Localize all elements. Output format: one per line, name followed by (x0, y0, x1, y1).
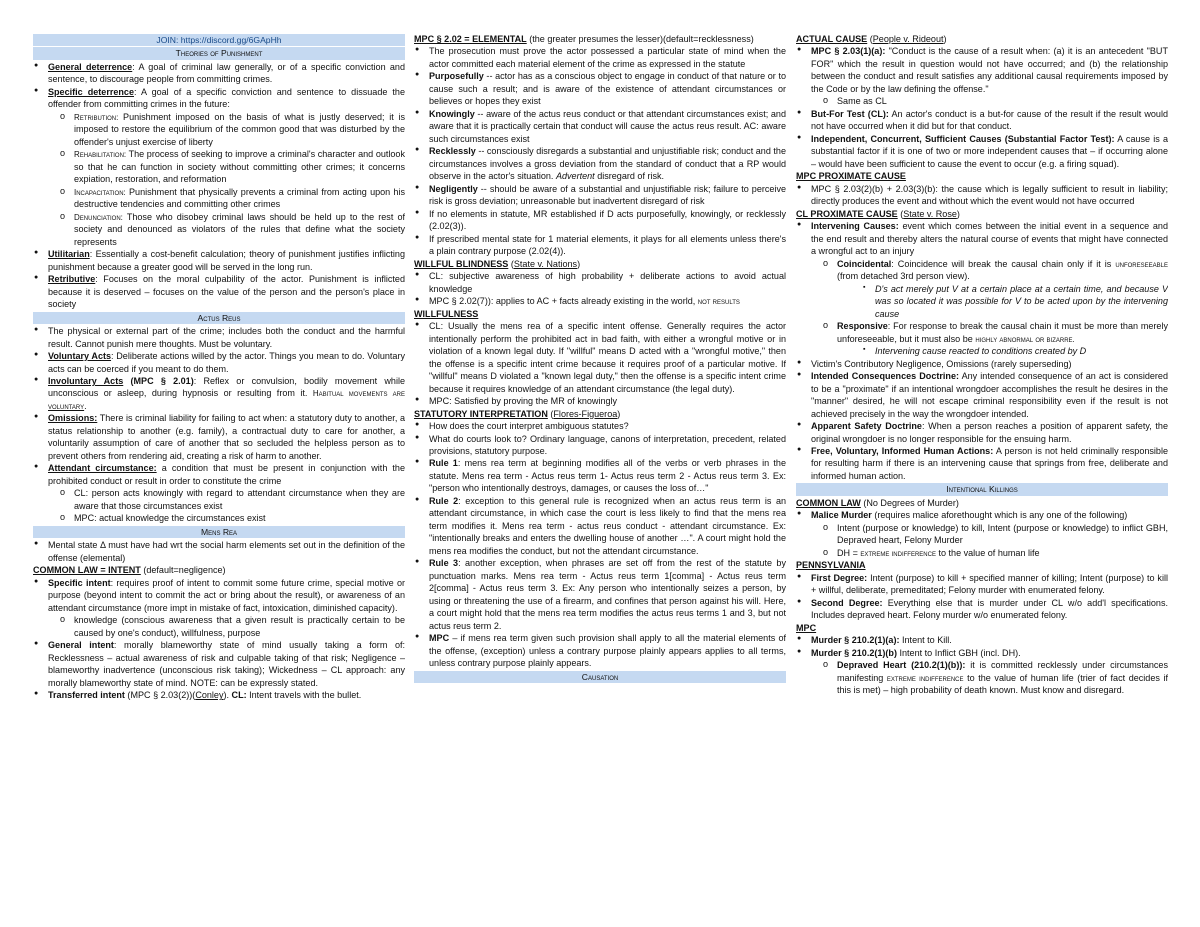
list-item: ● Omissions: There is criminal liability for failing to act when: a statutory duty to another, a status relationship to another (e.g. family), a contractual duty to care for another, a voluntarily assumption of care of another that so secluded the helpless person as to prevent others from rendering aid, creating a risk of harm to another. (33, 412, 405, 462)
mpc-list (414, 45, 786, 257)
subheading-statutory-interpretation: STATUTORY INTERPRETATION (Flores-Figueroa) (414, 408, 621, 419)
list-item: ● Retributive: Focuses on the moral culpability of the actor. Punishment is inflicted because it is deserved – focuses on the value of the person and the person's place in society (33, 273, 405, 310)
mens-list (33, 539, 405, 564)
list-item: ● Mental state Δ must have had wrt the social harm elements set out in the definition of the offense (elemental) (33, 539, 405, 564)
list-item: ● Specific intent: requires proof of intent to commit some future crime, special motive or purpose (beyond intent to commit the act or bring about the result), or awareness of an attendant circumstance (more impt in mistake of fact, intoxication, diminished capacity). o knowledge (conscious awareness that a given result is practically certain to be caused by one's conduct), willfulness, purpose (33, 577, 405, 639)
subheading-willful-blindness: WILLFUL BLINDNESS (State v. Nations) (414, 258, 581, 269)
list-item: ● Recklessly -- consciously disregards a substantial and unjustifiable risk; conduct and the circumstances involves a gross deviation from the standard of conduct that a RP would observe in the actor's situation. Advertent disregard of risk. (414, 145, 786, 182)
list-item: ● Intervening Causes: event which comes between the initial event in a sequence and the end result and thereby alters the natural course of events that might have connected a wrongful act to an injury o Coincidental: Coincidence will break the causal chain only if it is unforeseeable (from detached 3rd person view). ▪ D's act merely put V at a certain place at a certain time, and because V was so located it was possible for V to be acted upon by the intervening cause o Responsive: For response to break the causal chain it must be more than merely unforeseeable, but it must also be highly abnormal or bizarre. ▪ Intervening cause reacted to conditions created by D (796, 220, 1168, 357)
list-item: ● Victim's Contributory Negligence, Omissions (rarely superseding) (796, 358, 1168, 370)
subheading-mpc-proximate: MPC PROXIMATE CAUSE (796, 171, 906, 182)
list-item: ● Attendant circumstance: a condition that must be present in conjunction with the prohibited conduct or result in order to constitute the crime o CL: person acts knowingly with regard to attendant circumstance when they are aware that those circumstances exist o MPC: actual knowledge the circumstances exist (33, 462, 405, 524)
wb-list (414, 270, 786, 307)
list-item: ● The physical or external part of the crime; includes both the conduct and the harmful result. Cannot punish mere thoughts. Must be voluntary. (33, 325, 405, 350)
sublist (48, 487, 405, 524)
statutory-list (414, 420, 786, 670)
list-item: ● Specific deterrence: A goal of a specific conviction and sentence to dissuade the offender from committing crimes in the future: o Retribution: Punishment imposed on the basis of what is justly deserved; it is imposed to restore the equilibrium of the common good that was disturbed by the offender's unjust exercise of liberty o Rehabilitation: The process of seeking to improve a criminal's character and outlook so that he can function in society without committing other crimes; it concerns expiation, restoration, and reformation o Incapacitation: Punishment that physically prevents a criminal from acting upon his destructive tendencies and committing other crimes o Denunciation: Those who disobey criminal laws should be held up to the rest of society and denounced as violators of the rules that define what the society represents (33, 86, 405, 248)
mpc-proximate-list (796, 183, 1168, 208)
cl-proximate-list (796, 220, 1168, 482)
list-item: ● Voluntary Acts: Deliberate actions willed by the actor. Things you mean to do. Voluntary acts can be coerced if you meant to do them. (33, 350, 405, 375)
pennsylvania-list (796, 572, 1168, 622)
sublist (811, 95, 1168, 107)
list-item: ● Utilitarian: Essentially a cost-benefit calculation; theory of punishment justifies inflicting punishment because a greater good will be served in the long run. (33, 248, 405, 273)
list-item: o CL: person acts knowingly with regard to attendant circumstance when they are aware that those circumstances exist (48, 487, 405, 512)
list-item: ● MPC § 2.03(1)(a): "Conduct is the cause of a result when: (a) it is an antecedent "BUT FOR" which the result in question would not have occurred; and (b) the relationship between the conduct and result satisfies any additional causal requirements imposed by the Code or by the law defining the offense." o Same as CL (796, 45, 1168, 107)
list-item: ● MPC: Satisfied by proving the MR of knowingly (414, 395, 786, 407)
subheading-pennsylvania: PENNSYLVANIA (796, 560, 866, 571)
actus-list (33, 325, 405, 525)
discord-link[interactable]: https://discord.gg/6GApHh (180, 35, 282, 45)
list-item: ● But-For Test (CL): An actor's conduct is a but-for cause of the result if the result would not have occurred when it did but for that conduct. (796, 108, 1168, 133)
section-header-causation: Causation (414, 671, 786, 683)
list-item: ● MPC § 2.03(2)(b) + 2.03(3)(b): the cause which is legally sufficient to result in liability; directly produces the event and without which the event would not have occurred (796, 183, 1168, 208)
list-item: ● First Degree: Intent (purpose) to kill + specified manner of killing; Intent (purpose) to kill + willful, deliberate, premeditated; Felony murder with enumerated felony. (796, 572, 1168, 597)
list-item: ● Second Degree: Everything else that is murder under CL w/o add'l specifications. Includes depraved heart. Felony murder w/o enumerated felony. (796, 597, 1168, 622)
sublist (811, 258, 1168, 358)
subheading-common-law-intent: COMMON LAW = INTENT (default=negligence) (33, 565, 226, 576)
willfulness-list (414, 320, 786, 407)
join-label: JOIN: (156, 35, 179, 45)
join-banner (33, 34, 405, 46)
list-item: ▪ D's act merely put V at a certain place at a certain time, and because V was so located it was possible for V to be acted upon by the intervening cause (837, 283, 1168, 320)
list-item: ● Knowingly -- aware of the actus reus conduct or that attendant circumstances exist; and aware that it is practically certain that conduct will cause the actus reus result. AC: aware such circumstances exist (414, 108, 786, 145)
list-item: o Rehabilitation: The process of seeking to improve a criminal's character and outlook so that he can function in society without committing other crimes; it concerns expiation, restoration, and reformation (48, 148, 405, 185)
list-item: ● Transferred intent (MPC § 2.03(2))(Conley). CL: Intent travels with the bullet. (33, 689, 405, 701)
list-item: ● General intent: morally blameworthy state of mind usually taking a form of: Recklessness – actual awareness of risk and culpable taking of that risk; Negligence – blameworthy inadvertence (unconscious risk taking); Wickedness – CL approach: any morally blameworthy state of mind. NOTE: can be expressly stated. (33, 639, 405, 689)
list-item: ● Rule 3: another exception, when phrases are set off from the rest of the statute by punctuation marks. Mens rea term - Actus reus term 1[comma] - Actus reus term 2[comma] - Actus reus term 3. Ex: Any person who intentionally seizes a person, by using or threatening the use of a firearm, and confines that person against his will. Here, a court might hold that the mens rea term modifies the actus reus terms 1 and 3, but not actus reus term 2. (414, 557, 786, 632)
list-item: o Retribution: Punishment imposed on the basis of what is justly deserved; it is imposed to restore the equilibrium of the common good that was disturbed by the offender's unjust exercise of liberty (48, 111, 405, 148)
list-item: ● Rule 2: exception to this general rule is recognized when an actus reus term is an attendant circumstance, in which case the court is less likely to find that the mens rea term modifies it. Mens rea term - actus reus conduct - attendant circumstance. Ex: "intentionally breaks and enters the dwelling house of another …". A court might hold the mens rea modifies the conduct, but not the attendant circumstance. (414, 495, 786, 557)
common-law-list (796, 509, 1168, 559)
list-item: ● How does the court interpret ambiguous statutes? (414, 420, 786, 432)
list-item: ● Intended Consequences Doctrine: Any intended consequence of an act is considered to be a "proximate" if an intentional wrongdoer accomplishes the result he desires in the "manner" desired, he will not escape criminal responsibility even if the result is not achieved precisely in the way the wrongdoer intended. (796, 370, 1168, 420)
list-item: ● CL: subjective awareness of high probability + deliberate actions to avoid actual knowledge (414, 270, 786, 295)
column-1 (33, 33, 405, 702)
section-header-theories: Theories of Punishment (33, 47, 405, 59)
list-item: o Incapacitation: Punishment that physically prevents a criminal from acting upon his destructive tendencies and committing other crimes (48, 186, 405, 211)
sublist (48, 111, 405, 248)
list-item: ● MPC – if mens rea term given such provision shall apply to all the material elements of the offense, (exception) unless a contrary purpose plainly appears applies to all terms, unless contrary purpose plainly appears. (414, 632, 786, 669)
list-item: ● The prosecution must prove the actor possessed a particular state of mind when the actor committed each material element of the crime as expressed in the statute (414, 45, 786, 70)
actual-cause-list (796, 45, 1168, 170)
list-item: ● Apparent Safety Doctrine: When a person reaches a position of apparent safety, the original wrongdoer is no longer responsible for the ensuing harm. (796, 420, 1168, 445)
sublist (837, 345, 1168, 357)
list-item: ● Murder § 210.2(1)(b) Intent to Inflict GBH (incl. DH). o Depraved Heart (210.2(1)(b)): it is committed recklessly under circumstances manifesting extreme indifference to the value of human life (trier of fact decides if this is met) – high probability of death known. Must know and disregard. (796, 647, 1168, 697)
list-item: ▪ Intervening cause reacted to conditions created by D (837, 345, 1168, 357)
mpc-murder-list (796, 634, 1168, 696)
subheading-mpc-elemental: MPC § 2.02 = ELEMENTAL (the greater presumes the lesser)(default=recklessness) (414, 34, 754, 44)
list-item: o Depraved Heart (210.2(1)(b)): it is committed recklessly under circumstances manifesting extreme indifference to the value of human life (trier of fact decides if this is met) – high probability of death known. Must know and disregard. (811, 659, 1168, 696)
list-item: ● Independent, Concurrent, Sufficient Causes (Substantial Factor Test): A cause is a substantial factor if it is one of two or more independent causes that – if occurring alone – would have been sufficient to cause the event to occur (e.g. a firing squad). (796, 133, 1168, 170)
theories-list (33, 61, 405, 311)
section-header-intentional-killings: Intentional Killings (796, 483, 1168, 495)
list-item: o Denunciation: Those who disobey criminal laws should be held up to the rest of society and denounced as violators of the rules that define what the society represents (48, 211, 405, 248)
list-item: ● Murder § 210.2(1)(a): Intent to Kill. (796, 634, 1168, 646)
list-item: ● General deterrence: A goal of criminal law generally, or of a specific conviction and sentence, to discourage people from committing crimes. (33, 61, 405, 86)
list-item: ● What do courts look to? Ordinary language, canons of interpretation, precedent, related provisions, statutory purpose. (414, 433, 786, 458)
list-item: o Intent (purpose or knowledge) to kill, Intent (purpose or knowledge) to inflict GBH, Depraved heart, Felony Murder (811, 522, 1168, 547)
sublist (48, 614, 405, 639)
list-item: o Responsive: For response to break the causal chain it must be more than merely unforeseeable, but it must also be highly abnormal or bizarre. ▪ Intervening cause reacted to conditions created by D (811, 320, 1168, 357)
section-header-actus-reus: Actus Reus (33, 312, 405, 324)
list-item: ● Negligently -- should be aware of a substantial and unjustifiable risk; failure to perceive risk is gross deviation; unreasonable but inadvertent disregard of risk (414, 183, 786, 208)
subheading-common-law: COMMON LAW (No Degrees of Murder) (796, 497, 959, 508)
list-item: ● MPC § 2.02(7)): applies to AC + facts already existing in the world, not results (414, 295, 786, 307)
list-item: o Same as CL (811, 95, 1168, 107)
subheading-mpc: MPC (796, 622, 817, 633)
intent-list (33, 577, 405, 702)
list-item: o knowledge (conscious awareness that a given result is practically certain to be caused by one's conduct), willfulness, purpose (48, 614, 405, 639)
sublist (837, 283, 1168, 320)
subheading-cl-proximate: CL PROXIMATE CAUSE (State v. Rose) (796, 208, 960, 219)
list-item: ● Malice Murder (requires malice aforethought which is any one of the following) o Intent (purpose or knowledge) to kill, Intent (purpose or knowledge) to inflict GBH, Depraved heart, Felony Murder o DH = extreme indifference to the value of human life (796, 509, 1168, 559)
subheading-actual-cause: ACTUAL CAUSE (People v. Rideout) (796, 34, 947, 44)
list-item: o Coincidental: Coincidence will break the causal chain only if it is unforeseeable (from detached 3rd person view). ▪ D's act merely put V at a certain place at a certain time, and because V was so located it was possible for V to be acted upon by the intervening cause (811, 258, 1168, 320)
column-2 (414, 33, 786, 684)
section-header-mens-rea: Mens Rea (33, 526, 405, 538)
sublist (811, 659, 1168, 696)
subheading-willfulness: WILLFULNESS (414, 308, 479, 319)
list-item: ● If no elements in statute, MR established if D acts purposefully, knowingly, or recklessly (2.02(3)). (414, 208, 786, 233)
list-item: ● Rule 1: mens rea term at beginning modifies all of the verbs or verb phrases in the statute. Mens rea term - Actus reus term 1- Actus reus term 2 - Actus reus term 3. Ex: "person who intentionally destroys, damages, or causes the loss of…" (414, 457, 786, 494)
list-item: ● Free, Voluntary, Informed Human Actions: A person is not held criminally responsible for resulting harm if there is an intervening cause that springs from free, deliberate and informed human action. (796, 445, 1168, 482)
column-3 (796, 33, 1168, 697)
sublist (811, 522, 1168, 559)
list-item: o DH = extreme indifference to the value of human life (811, 547, 1168, 559)
list-item: ● CL: Usually the mens rea of a specific intent offense. Generally requires the actor intentionally perform the prohibited act in bad faith, with either a wrongful motive or in violation of a known legal duty. If "willful" means D acted with a "wrongful motive," then the offense is a specific intent crime because it requires proof of a particular motive. If "willful" means D violated a "known legal duty," then the offense is a specific intent crime because it requires knowledge of an attendant circumstance (the legal duty). (414, 320, 786, 395)
list-item: ● Purposefully -- actor has as a conscious object to engage in conduct of that nature or to cause such a result; and is aware of the existence of attendant circumstances or believes or hopes they exist (414, 70, 786, 107)
list-item: ● Involuntary Acts (MPC § 2.01): Reflex or convulsion, bodily movement while unconscious or asleep, during hypnosis or resulting from it. Habitual movements are voluntary. (33, 375, 405, 412)
list-item: ● If prescribed mental state for 1 material elements, it plays for all elements unless there's a plain contrary purpose (2.02(4)). (414, 233, 786, 258)
list-item: o MPC: actual knowledge the circumstances exist (48, 512, 405, 524)
